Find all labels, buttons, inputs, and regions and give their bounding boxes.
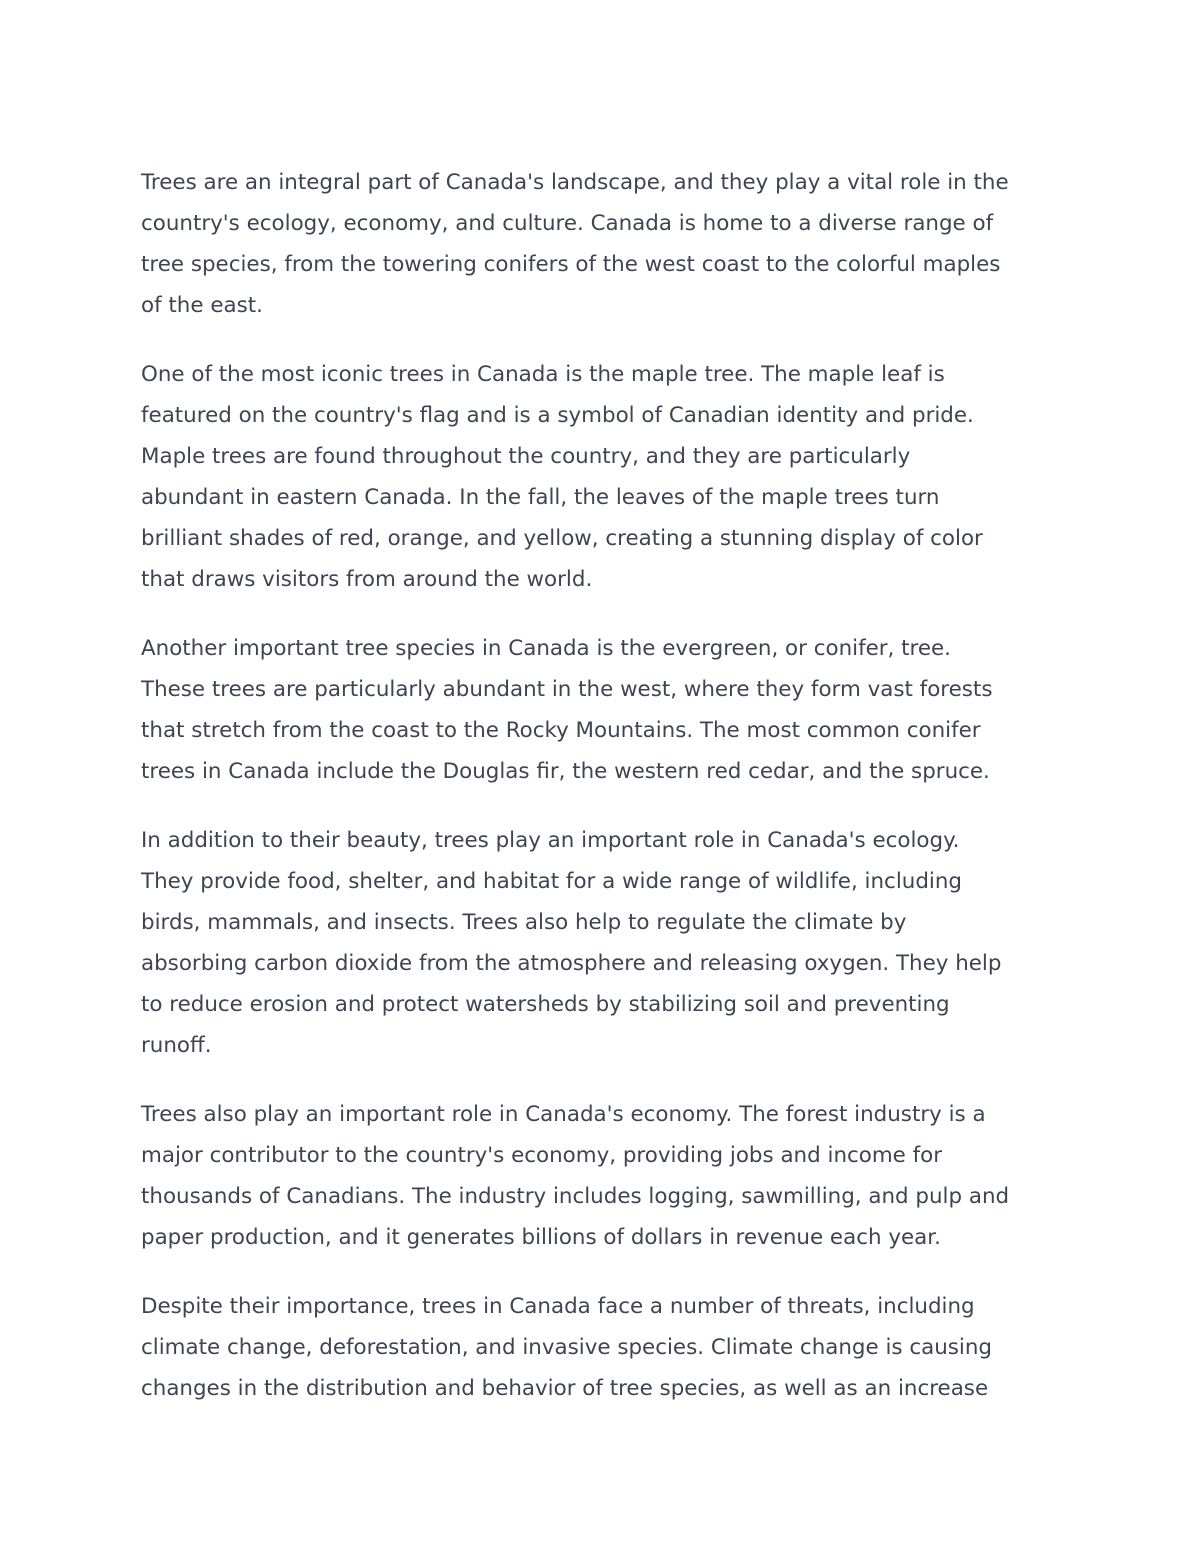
- text-line: country's ecology, economy, and culture. Canada is home to a diverse range of: [141, 211, 994, 236]
- text-line: that draws visitors from around the world.: [141, 567, 593, 592]
- document-body: [141, 162, 1061, 1437]
- text-line: abundant in eastern Canada. In the fall, the leaves of the maple trees turn: [141, 485, 940, 510]
- paragraph-ecology: [141, 820, 1061, 1066]
- text-line: They provide food, shelter, and habitat for a wide range of wildlife, including: [141, 869, 962, 894]
- text-line: tree species, from the towering conifers of the west coast to the colorful maples: [141, 252, 1001, 277]
- text-line: runoff.: [141, 1033, 212, 1058]
- text-line: changes in the distribution and behavior of tree species, as well as an increase: [141, 1376, 989, 1401]
- text-line: to reduce erosion and protect watersheds by stabilizing soil and preventing: [141, 992, 950, 1017]
- text-line: climate change, deforestation, and invasive species. Climate change is causing: [141, 1335, 992, 1360]
- text-line: Trees are an integral part of Canada's landscape, and they play a vital role in the: [141, 170, 1009, 195]
- text-line: In addition to their beauty, trees play an important role in Canada's ecology.: [141, 828, 960, 853]
- paragraph-conifer: [141, 628, 1061, 792]
- paragraph-threats: [141, 1286, 1061, 1409]
- paragraph-intro: [141, 162, 1061, 326]
- text-line: Maple trees are found throughout the country, and they are particularly: [141, 444, 911, 469]
- text-line: brilliant shades of red, orange, and yellow, creating a stunning display of color: [141, 526, 983, 551]
- text-line: major contributor to the country's economy, providing jobs and income for: [141, 1143, 943, 1168]
- text-line: These trees are particularly abundant in the west, where they form vast forests: [141, 677, 993, 702]
- paragraph-economy: [141, 1094, 1061, 1258]
- text-line: Despite their importance, trees in Canada face a number of threats, including: [141, 1294, 975, 1319]
- text-line: paper production, and it generates billions of dollars in revenue each year.: [141, 1225, 941, 1250]
- text-line: Another important tree species in Canada is the evergreen, or conifer, tree.: [141, 636, 951, 661]
- text-line: thousands of Canadians. The industry includes logging, sawmilling, and pulp and: [141, 1184, 1010, 1209]
- text-line: featured on the country's flag and is a symbol of Canadian identity and pride.: [141, 403, 974, 428]
- text-line: that stretch from the coast to the Rocky Mountains. The most common conifer: [141, 718, 981, 743]
- text-line: Trees also play an important role in Canada's economy. The forest industry is a: [141, 1102, 986, 1127]
- text-line: of the east.: [141, 293, 263, 318]
- text-line: One of the most iconic trees in Canada is the maple tree. The maple leaf is: [141, 362, 945, 387]
- text-line: birds, mammals, and insects. Trees also help to regulate the climate by: [141, 910, 907, 935]
- text-line: trees in Canada include the Douglas fir, the western red cedar, and the spruce.: [141, 759, 990, 784]
- paragraph-maple: [141, 354, 1061, 600]
- text-line: absorbing carbon dioxide from the atmosphere and releasing oxygen. They help: [141, 951, 1002, 976]
